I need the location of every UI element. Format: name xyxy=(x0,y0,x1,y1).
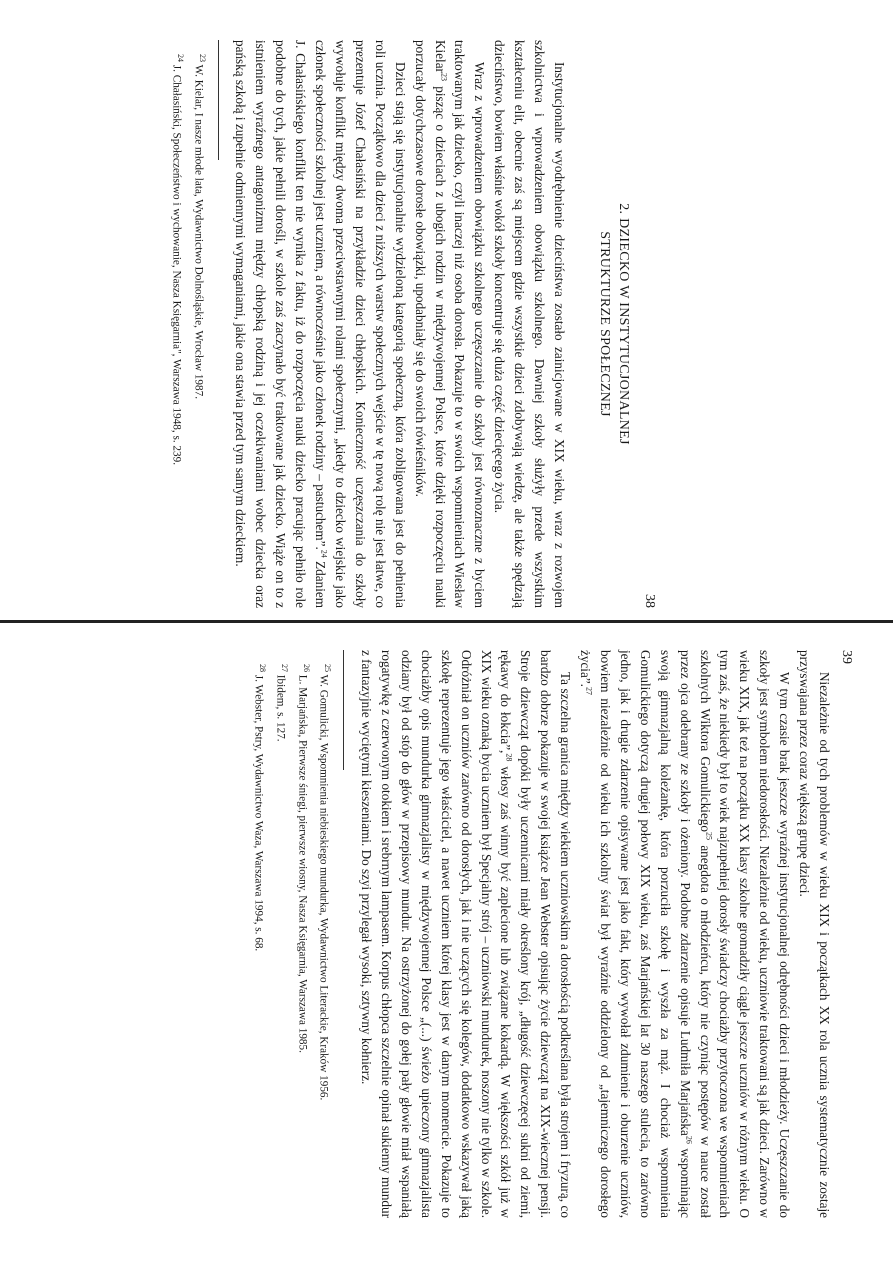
paragraph: Niezależnie od tych problemów w wieku XIX i początkach XX rola ucznia systematycznie zostaje przyswajana przez coraz większą grupę dzieci. xyxy=(797,650,832,1218)
chapter-title xyxy=(595,40,633,608)
paragraph: Ta szczelna granica między wiekiem uczniowskim a dorosłością podkreślana była strojem i fryzurą, co bardzo dobrze pokazuje w swojej książce Jean Webster opisując życie dziewcząt na XIX-wiecznej pensji. Stroje dziewcząt dopóki były uczennicami miały określony krój, „długość dziewczęcej sukni od ziemi, rękawy do łokcia”,$^{28}$ włosy zaś winny być zaplecione lub związane kokardą. W większości szkół już w XIX wieku oznaką bycia uczniem był Specjalny strój – uczniowski mundurek, noszony nie tylko w szkole. Odróżniał on uczniów zarówno od dorosłych, jak i nie uczących się kolegów, dodatkowo wskazywał jaką szkołę reprezentuje jego właściciel, a nawet uczniem której klasy jest w danym momencie. Pokazuje to chociażby opis mundurka gimnazjalisty w międzywojennej Polsce „(...) świeżo upieczony gimnazjalista odziany był od stóp do głów w przepisowy mundur. Na ostrzyżonej do gołej pały głowie miał wspaniałą rogatywkę z czerwonym otokiem i srebrnym lampasem. Korpus chłopca szczelnie opinał sukienny mundur z fantazyjnie wyciętymi kieszeniami. Do szyi przylegał wysoki, sztywny kołnierz. xyxy=(359,650,574,1219)
footnote-separator xyxy=(343,650,344,770)
chapter-title-line2: STRUKTURZE SPOŁECZNEJ xyxy=(597,231,612,417)
footnote: $^{23}$ W. Kielar, I nasze młode lata, Wydawnictwo Dolnośląskie, Wrocław 1987. xyxy=(191,54,207,399)
page-number: 39 xyxy=(839,650,854,664)
paragraph: Wraz z wprowadzeniem obowiązku szkolnego uczęszczanie do szkoły jest równoznaczne z byciem traktowanym jak dziecko, czyli inaczej niż osoba dorosła. Pokazuje to w swoich wspomnieniach Wiesław Kielar$^{23}$ pisząc o dzieciach z ubogich rodzin w międzywojennej Polsce, które dzięki rozpoczęciu nauki porzucały dotychczasowe dorosłe obowiązki, upodabniały się do swoich rówieśników. xyxy=(412,40,488,608)
chapter-title-line1: 2. DZIECKO W INSTYTUCJONALNEJ xyxy=(616,203,631,445)
page-39 xyxy=(190,650,854,1219)
paragraph: Dzieci stają się instytucjonalnie wydzieloną kategorią społeczną, która zobligowana jest do pełnienia roli ucznia. Początkowo dla dzieci z niższych warstw społecznych wejście w tę nową rolę nie jest łatwe, co prezentuje Józef Chałasiński na przykładzie dzieci chłopskich. Konieczność uczęszczania do szkoły wywołuje konflikt między dwoma przeciwstawnymi rolami społecznymi, „kiedy to dziecko wiejskie jako członek społeczności szkolnej jest uczniem, a równocześnie jako członek rodziny – pastuchem”.$^{24}$ Zdaniem J. Chałasińskiego konflikt ten nie wynika z faktu, iż do rozpoczęcia nauki dziecko pracując pełniło role podobne do tych, jakie pełnili dorośli, w szkole zaś zaczynało być traktowane jak dziecko. Wiąże on to z istnieniem wyraźnego antagonizmu między chłopską rodziną i jej oczekiwaniami wobec dziecka oraz pańską szkołą i zupełnie odmiennymi wymaganiami, jakie ona stawia przed tym samym dzieckiem. xyxy=(233,40,408,608)
footnote-ref: 23 xyxy=(438,72,448,81)
footnote: $^{24}$ J. Chałasiński, Społeczeństwo i wychowanie, Nasza Księgarnia", Warszawa 1948, s. 239. xyxy=(170,54,185,466)
page-number: 38 xyxy=(642,594,657,608)
footnote-ref: 24 xyxy=(319,549,329,558)
footnote: $^{25}$ W. Gomulicki, Wspomnienia niebieskiego mundurka, Wydawnictwo Literackie, Kraków 1956. xyxy=(317,664,333,1101)
footnote: $^{26}$ L. Marjańska, Pierwsze śniegi, pierwsze wiosny, Nasza Księgarnia, Warszawa 1985. xyxy=(295,664,311,1053)
footnote-ref: 26 xyxy=(684,1135,694,1144)
footnotes xyxy=(250,650,335,1218)
page-spread-divider xyxy=(0,620,893,623)
footnote: $^{27}$ Ibidem, s. 127. xyxy=(274,664,289,742)
footnote: $^{28}$ J. Webster, Pstry, Wydawnictwo Waza, Warszawa 1994, s. 68. xyxy=(252,664,268,952)
footnote-separator xyxy=(218,40,219,160)
paragraph: Instytucjonalne wyodrębnienie dzieciństwa zostało zainicjowane w XIX wieku, wraz z rozwojem szkolnictwa i wprowadzeniem obowiązku szkolnego. Dawniej szkoły służyły przede wszystkim kształceniu elit, obecnie zaś są miejscem gdzie wszystkie dzieci zdobywają wiedzę, ale także spędzają dzieciństwo, bowiem właśnie wokół szkoły koncentruje się duża część dziecięcego życia. xyxy=(492,40,567,608)
footnote-ref: 28 xyxy=(504,753,514,762)
paragraph: W tym czasie brak jeszcze wyraźnej instytucjonalnej odrębności dzieci i młodzieży. Uczęszczanie do szkoły jest symbolem niedorosłości. Niezależnie od wieku, uczniowie traktowani są jak dzieci. Zarówno w wieku XIX, jak też na początku XX klasy szkolne gromadziły ciągle jeszcze uczniów w różnym wieku. O tym zaś, że niekiedy był to wiek najzupełniej dorosły świadczy chociażby przytoczona we wspomnieniach szkolnych Wiktora Gomulickiego$^{25}$ anegdota o młodzieńcu, który nie czyniąc postępów w nauce został przez ojca odebrany ze szkoły i ożeniony. Podobne zdarzenie opisuje Ludmiła Marjańska$^{26}$ wspominając swoją gimnazjalną koleżankę, która porzuciła szkołę i wyszła za mąż. I chociaż wspomnienia Gomulickiego dotyczą drugiej połowy XIX wieku, zaś Marjańskiej lat 30 naszego stulecia, to zarówno jedno, jak i drugie zdarzenie opisywane jest jako fakt, który wywołał zdumienie i oburzenie uczniów, bowiem niezależnie od wieku ich szkolny świat był wyraźnie oddzielony od „tajemniczego dorosłego życia”.$^{27}$ xyxy=(578,650,793,1218)
footnote-ref: 25 xyxy=(703,832,713,840)
page-38 xyxy=(0,40,655,608)
footnote-ref: 27 xyxy=(584,686,594,695)
footnotes xyxy=(168,40,209,608)
